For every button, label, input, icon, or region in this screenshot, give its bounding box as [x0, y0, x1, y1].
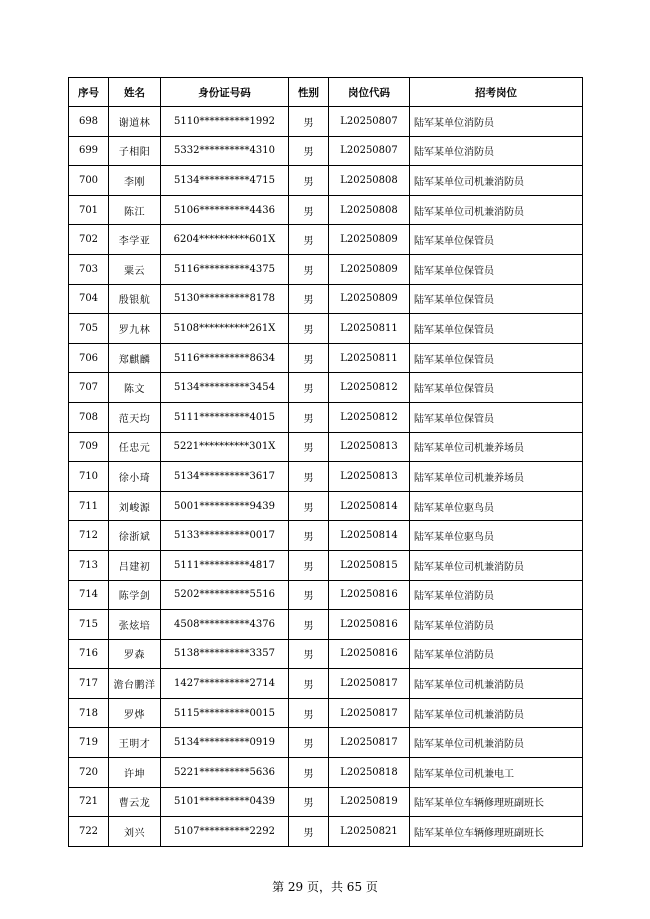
- serial-cell: 719: [69, 728, 109, 758]
- gender-cell: 男: [289, 254, 329, 284]
- post-code-cell: L20250814: [329, 521, 410, 551]
- post-code-cell: L20250817: [329, 669, 410, 699]
- gender-cell: 男: [289, 166, 329, 196]
- post-cell: 陆军某单位消防员: [410, 107, 583, 137]
- name-cell: 李刚: [109, 166, 161, 196]
- header-post-code: 岗位代码: [329, 78, 410, 107]
- id-number-cell: 5116**********8634: [161, 343, 289, 373]
- serial-cell: 717: [69, 669, 109, 699]
- table-row: [69, 550, 583, 580]
- name-cell: 罗九林: [109, 314, 161, 344]
- gender-cell: 男: [289, 314, 329, 344]
- post-cell: 陆军某单位车辆修理班副班长: [410, 817, 583, 847]
- name-cell: 张炫培: [109, 610, 161, 640]
- post-cell: 陆军某单位司机兼消防员: [410, 550, 583, 580]
- table-row: [69, 758, 583, 788]
- post-code-cell: L20250816: [329, 610, 410, 640]
- post-cell: 陆军某单位保管员: [410, 225, 583, 255]
- post-cell: 陆军某单位保管员: [410, 254, 583, 284]
- table-row: [69, 817, 583, 847]
- serial-cell: 700: [69, 166, 109, 196]
- gender-cell: 男: [289, 610, 329, 640]
- serial-cell: 698: [69, 107, 109, 137]
- name-cell: 刘兴: [109, 817, 161, 847]
- post-cell: 陆军某单位保管员: [410, 343, 583, 373]
- post-code-cell: L20250812: [329, 402, 410, 432]
- id-number-cell: 5134**********3454: [161, 373, 289, 403]
- gender-cell: 男: [289, 491, 329, 521]
- post-code-cell: L20250818: [329, 758, 410, 788]
- gender-cell: 男: [289, 402, 329, 432]
- table-row: [69, 225, 583, 255]
- post-code-cell: L20250821: [329, 817, 410, 847]
- id-number-cell: 6204**********601X: [161, 225, 289, 255]
- gender-cell: 男: [289, 195, 329, 225]
- post-code-cell: L20250807: [329, 136, 410, 166]
- serial-cell: 705: [69, 314, 109, 344]
- header-post: 招考岗位: [410, 78, 583, 107]
- serial-cell: 703: [69, 254, 109, 284]
- id-number-cell: 5134**********0919: [161, 728, 289, 758]
- post-code-cell: L20250808: [329, 166, 410, 196]
- post-cell: 陆军某单位司机兼消防员: [410, 698, 583, 728]
- post-cell: 陆军某单位司机兼消防员: [410, 728, 583, 758]
- id-number-cell: 4508**********4376: [161, 610, 289, 640]
- header-serial: 序号: [69, 78, 109, 107]
- table-row: [69, 195, 583, 225]
- serial-cell: 702: [69, 225, 109, 255]
- serial-cell: 699: [69, 136, 109, 166]
- header-id-number: 身份证号码: [161, 78, 289, 107]
- table-row: [69, 166, 583, 196]
- gender-cell: 男: [289, 669, 329, 699]
- serial-cell: 720: [69, 758, 109, 788]
- post-cell: 陆军某单位驱鸟员: [410, 491, 583, 521]
- name-cell: 子相阳: [109, 136, 161, 166]
- table-row: [69, 610, 583, 640]
- name-cell: 澹台鹏洋: [109, 669, 161, 699]
- post-cell: 陆军某单位司机兼消防员: [410, 669, 583, 699]
- name-cell: 曹云龙: [109, 787, 161, 817]
- post-cell: 陆军某单位消防员: [410, 610, 583, 640]
- id-number-cell: 5133**********0017: [161, 521, 289, 551]
- name-cell: 刘峻源: [109, 491, 161, 521]
- gender-cell: 男: [289, 284, 329, 314]
- post-code-cell: L20250816: [329, 580, 410, 610]
- table-row: [69, 107, 583, 137]
- post-cell: 陆军某单位消防员: [410, 580, 583, 610]
- gender-cell: 男: [289, 136, 329, 166]
- gender-cell: 男: [289, 343, 329, 373]
- serial-cell: 701: [69, 195, 109, 225]
- post-code-cell: L20250811: [329, 314, 410, 344]
- post-code-cell: L20250816: [329, 639, 410, 669]
- post-code-cell: L20250811: [329, 343, 410, 373]
- id-number-cell: 5108**********261X: [161, 314, 289, 344]
- post-code-cell: L20250814: [329, 491, 410, 521]
- id-number-cell: 5221**********301X: [161, 432, 289, 462]
- serial-cell: 707: [69, 373, 109, 403]
- id-number-cell: 5001**********9439: [161, 491, 289, 521]
- name-cell: 范天均: [109, 402, 161, 432]
- serial-cell: 718: [69, 698, 109, 728]
- name-cell: 粟云: [109, 254, 161, 284]
- name-cell: 罗森: [109, 639, 161, 669]
- serial-cell: 706: [69, 343, 109, 373]
- page-number: 第 29 页，共 65 页: [272, 880, 378, 894]
- post-cell: 陆军某单位消防员: [410, 136, 583, 166]
- table-row: [69, 284, 583, 314]
- name-cell: 郑麒麟: [109, 343, 161, 373]
- gender-cell: 男: [289, 373, 329, 403]
- name-cell: 王明才: [109, 728, 161, 758]
- serial-cell: 716: [69, 639, 109, 669]
- id-number-cell: 5106**********4436: [161, 195, 289, 225]
- gender-cell: 男: [289, 728, 329, 758]
- name-cell: 陈文: [109, 373, 161, 403]
- serial-cell: 708: [69, 402, 109, 432]
- table-row: [69, 432, 583, 462]
- name-cell: 许坤: [109, 758, 161, 788]
- name-cell: 任忠元: [109, 432, 161, 462]
- id-number-cell: 5111**********4817: [161, 550, 289, 580]
- post-code-cell: L20250809: [329, 225, 410, 255]
- table-row: [69, 402, 583, 432]
- gender-cell: 男: [289, 462, 329, 492]
- id-number-cell: 5116**********4375: [161, 254, 289, 284]
- serial-cell: 712: [69, 521, 109, 551]
- id-number-cell: 5221**********5636: [161, 758, 289, 788]
- id-number-cell: 5110**********1992: [161, 107, 289, 137]
- post-code-cell: L20250817: [329, 728, 410, 758]
- table-row: [69, 314, 583, 344]
- table-row: [69, 462, 583, 492]
- table-row: [69, 521, 583, 551]
- serial-cell: 711: [69, 491, 109, 521]
- id-number-cell: 5202**********5516: [161, 580, 289, 610]
- name-cell: 徐小琦: [109, 462, 161, 492]
- gender-cell: 男: [289, 758, 329, 788]
- name-cell: 殷银航: [109, 284, 161, 314]
- table-body: [69, 107, 583, 847]
- id-number-cell: 5115**********0015: [161, 698, 289, 728]
- gender-cell: 男: [289, 107, 329, 137]
- header-gender: 性别: [289, 78, 329, 107]
- serial-cell: 721: [69, 787, 109, 817]
- table-row: [69, 491, 583, 521]
- id-number-cell: 5111**********4015: [161, 402, 289, 432]
- post-cell: 陆军某单位司机兼电工: [410, 758, 583, 788]
- serial-cell: 715: [69, 610, 109, 640]
- header-name: 姓名: [109, 78, 161, 107]
- serial-cell: 722: [69, 817, 109, 847]
- post-cell: 陆军某单位司机兼消防员: [410, 195, 583, 225]
- id-number-cell: 5134**********3617: [161, 462, 289, 492]
- gender-cell: 男: [289, 225, 329, 255]
- post-code-cell: L20250812: [329, 373, 410, 403]
- gender-cell: 男: [289, 698, 329, 728]
- serial-cell: 714: [69, 580, 109, 610]
- post-cell: 陆军某单位消防员: [410, 639, 583, 669]
- name-cell: 徐浙斌: [109, 521, 161, 551]
- table-row: [69, 669, 583, 699]
- table-row: [69, 254, 583, 284]
- candidate-table: [68, 77, 583, 847]
- name-cell: 陈学剑: [109, 580, 161, 610]
- page-footer: [0, 878, 650, 895]
- post-code-cell: L20250815: [329, 550, 410, 580]
- gender-cell: 男: [289, 550, 329, 580]
- table-row: [69, 343, 583, 373]
- post-cell: 陆军某单位司机兼消防员: [410, 166, 583, 196]
- gender-cell: 男: [289, 787, 329, 817]
- name-cell: 吕建初: [109, 550, 161, 580]
- post-cell: 陆军某单位保管员: [410, 373, 583, 403]
- post-code-cell: L20250807: [329, 107, 410, 137]
- table-row: [69, 373, 583, 403]
- serial-cell: 704: [69, 284, 109, 314]
- post-cell: 陆军某单位保管员: [410, 314, 583, 344]
- post-code-cell: L20250808: [329, 195, 410, 225]
- gender-cell: 男: [289, 432, 329, 462]
- table-row: [69, 580, 583, 610]
- name-cell: 陈江: [109, 195, 161, 225]
- post-cell: 陆军某单位司机兼养场员: [410, 462, 583, 492]
- post-cell: 陆军某单位保管员: [410, 402, 583, 432]
- id-number-cell: 5107**********2292: [161, 817, 289, 847]
- name-cell: 李学亚: [109, 225, 161, 255]
- table-header-row: [69, 78, 583, 107]
- table-row: [69, 728, 583, 758]
- post-code-cell: L20250817: [329, 698, 410, 728]
- post-cell: 陆军某单位司机兼养场员: [410, 432, 583, 462]
- serial-cell: 709: [69, 432, 109, 462]
- gender-cell: 男: [289, 580, 329, 610]
- post-cell: 陆军某单位车辆修理班副班长: [410, 787, 583, 817]
- name-cell: 罗烨: [109, 698, 161, 728]
- post-cell: 陆军某单位保管员: [410, 284, 583, 314]
- post-code-cell: L20250813: [329, 432, 410, 462]
- id-number-cell: 5138**********3357: [161, 639, 289, 669]
- table-row: [69, 639, 583, 669]
- name-cell: 谢道林: [109, 107, 161, 137]
- id-number-cell: 5134**********4715: [161, 166, 289, 196]
- table-row: [69, 136, 583, 166]
- id-number-cell: 1427**********2714: [161, 669, 289, 699]
- gender-cell: 男: [289, 521, 329, 551]
- id-number-cell: 5332**********4310: [161, 136, 289, 166]
- post-code-cell: L20250813: [329, 462, 410, 492]
- post-code-cell: L20250809: [329, 254, 410, 284]
- id-number-cell: 5130**********8178: [161, 284, 289, 314]
- post-cell: 陆军某单位驱鸟员: [410, 521, 583, 551]
- gender-cell: 男: [289, 817, 329, 847]
- id-number-cell: 5101**********0439: [161, 787, 289, 817]
- serial-cell: 713: [69, 550, 109, 580]
- table-row: [69, 698, 583, 728]
- gender-cell: 男: [289, 639, 329, 669]
- post-code-cell: L20250809: [329, 284, 410, 314]
- table-row: [69, 787, 583, 817]
- serial-cell: 710: [69, 462, 109, 492]
- post-code-cell: L20250819: [329, 787, 410, 817]
